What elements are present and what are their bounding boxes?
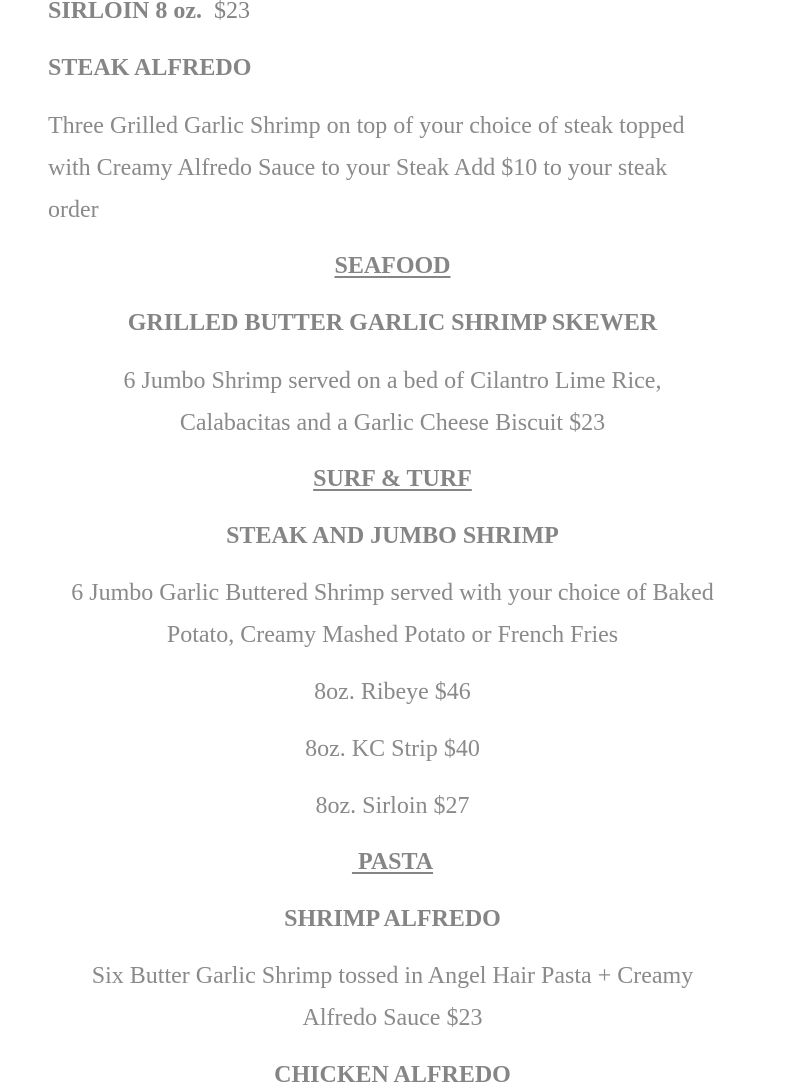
shrimp-alfredo-desc-line-1: Six Butter Garlic Shrimp tossed in Angel Hair Pasta + Creamy (91, 963, 694, 989)
steak-alfredo-title: STEAK ALFREDO (48, 55, 252, 81)
sirloin-price: $23 (214, 0, 251, 24)
steak-shrimp-title: STEAK AND JUMBO SHRIMP (226, 523, 559, 549)
sirloin-item (48, 0, 250, 26)
option-ribeye: 8oz. Ribeye $46 (314, 679, 471, 705)
shrimp-skewer-title: GRILLED BUTTER GARLIC SHRIMP SKEWER (127, 310, 658, 336)
shrimp-skewer-desc-line-1: 6 Jumbo Shrimp served on a bed of Cilantro Lime Rice, (123, 368, 662, 394)
steak-alfredo-desc-line-2: with Creamy Alfredo Sauce to your Steak Add $10 to your steak (48, 155, 668, 181)
chicken-alfredo-title: CHICKEN ALFREDO (274, 1062, 511, 1088)
shrimp-alfredo-desc-line-2: Alfredo Sauce $23 (302, 1005, 483, 1031)
shrimp-alfredo-title: SHRIMP ALFREDO (284, 906, 501, 932)
steak-shrimp-desc-line-2: Potato, Creamy Mashed Potato or French Fries (166, 622, 619, 648)
steak-shrimp-desc-line-1: 6 Jumbo Garlic Buttered Shrimp served with your choice of Baked (71, 580, 714, 606)
steak-alfredo-desc-line-1: Three Grilled Garlic Shrimp on top of your choice of steak topped (48, 113, 685, 139)
steak-alfredo-desc-line-3: order (48, 197, 99, 223)
sirloin-name: SIRLOIN 8 oz. (48, 0, 203, 24)
shrimp-skewer-desc-line-2: Calabacitas and a Garlic Cheese Biscuit $23 (179, 410, 606, 436)
surf-turf-heading: SURF & TURF (313, 466, 472, 492)
option-kc-strip: 8oz. KC Strip $40 (305, 736, 480, 762)
pasta-heading: PASTA (351, 849, 434, 875)
option-sirloin: 8oz. Sirloin $27 (315, 793, 470, 819)
seafood-heading: SEAFOOD (334, 253, 451, 279)
